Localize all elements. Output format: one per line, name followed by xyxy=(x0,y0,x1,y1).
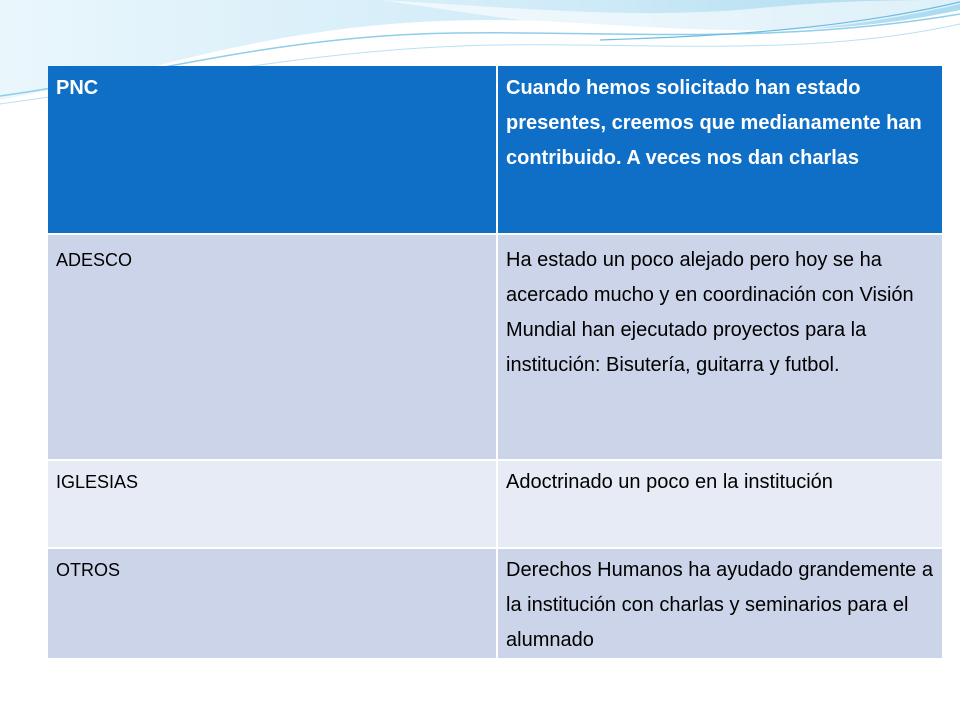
table-row xyxy=(48,460,942,548)
table-row xyxy=(48,234,942,460)
row-value-cell: Adoctrinado un poco en la institución xyxy=(497,460,942,548)
row-key-cell: OTROS xyxy=(48,548,497,659)
table-row xyxy=(48,66,942,234)
row-key-cell: PNC xyxy=(48,66,497,234)
row-value-cell: Cuando hemos solicitado han estado presentes, creemos que medianamente han contribuido. A veces nos dan charlas xyxy=(497,66,942,234)
row-value-cell: Derechos Humanos ha ayudado grandemente a la institución con charlas y seminarios para el alumnado xyxy=(497,548,942,659)
row-key-cell: IGLESIAS xyxy=(48,460,497,548)
row-key-cell: ADESCO xyxy=(48,234,497,460)
row-value-cell: Ha estado un poco alejado pero hoy se ha acercado mucho y en coordinación con Visión Mundial han ejecutado proyectos para la institución: Bisutería, guitarra y futbol. xyxy=(497,234,942,460)
table-row xyxy=(48,548,942,659)
institutions-table xyxy=(48,66,942,660)
